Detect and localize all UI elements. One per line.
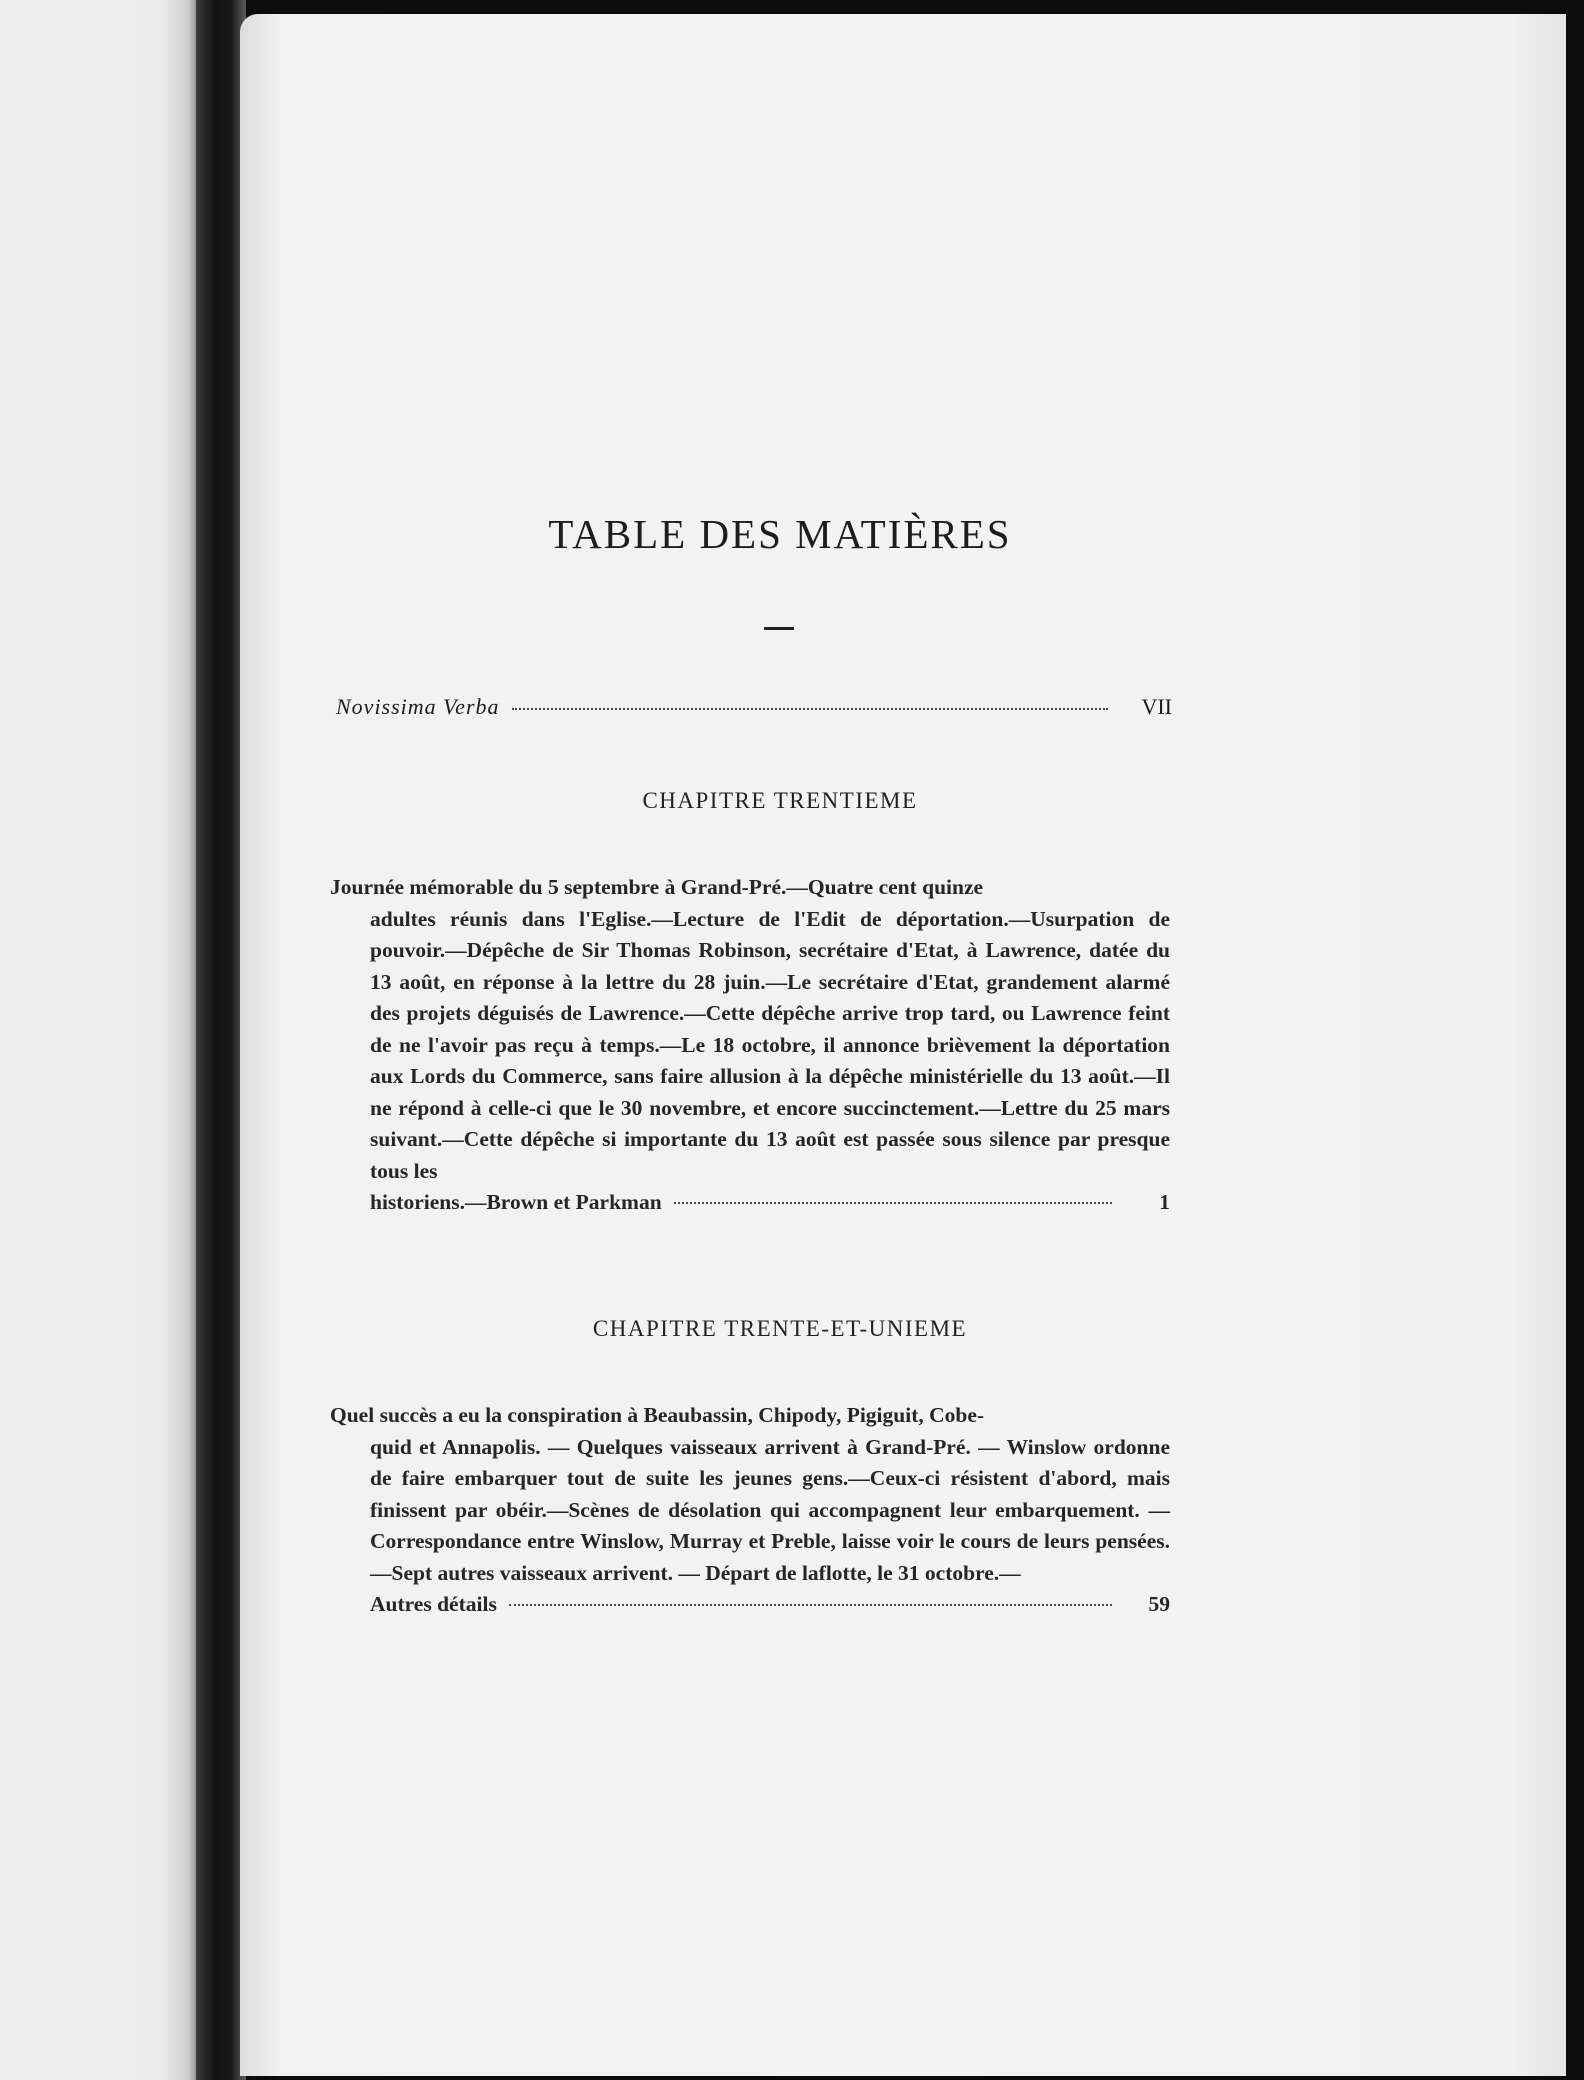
summary-text bbox=[330, 872, 1170, 1187]
chapter-heading-30: CHAPITRE TRENTIEME bbox=[642, 788, 918, 813]
page-title: TABLE DES MATIÈRES bbox=[548, 511, 1012, 557]
title-rule bbox=[764, 627, 794, 630]
summary-last-line bbox=[330, 1187, 1170, 1219]
summary-body: quid et Annapolis. — Quelques vaisseaux arrivent à Grand-Pré. — Winslow ordonne de faire embarquer tout de suite les jeunes gens.—Ceux-ci résistent d'abord, mais finissent par obéir.—Scènes de désolation qui accompagnent leur embarquement. — Correspondance entre Winslow, Murray et Preble, laisse voir le cours de leurs pensées.—Sept autres vaisseaux arrivent. — Départ de laflotte, le 31 octobre.— bbox=[370, 1434, 1170, 1585]
dot-leader bbox=[512, 708, 1109, 710]
toc-entry-page: VII bbox=[1141, 694, 1172, 719]
previous-page-edge bbox=[0, 0, 200, 2080]
dot-leader bbox=[509, 1604, 1112, 1606]
summary-first-line: Journée mémorable du 5 septembre à Grand-Pré.—Quatre cent quinze bbox=[330, 875, 984, 899]
scan-border bbox=[1566, 0, 1584, 2080]
toc-entry-page: 1 bbox=[1159, 1190, 1170, 1214]
summary-text bbox=[330, 1400, 1170, 1589]
chapter-summary-30[interactable] bbox=[330, 872, 1170, 1219]
toc-entry-page: 59 bbox=[1148, 1592, 1170, 1616]
chapter-summary-31[interactable] bbox=[330, 1400, 1170, 1621]
book-gutter bbox=[196, 0, 246, 2080]
summary-last-text: historiens.—Brown et Parkman bbox=[370, 1190, 662, 1214]
summary-body: adultes réunis dans l'Eglise.—Lecture de l'Edit de déportation.—Usurpation de pouvoir.—Dépêche de Sir Thomas Robinson, secrétaire d'Etat, à Lawrence, datée du 13 août, en réponse à la lettre du 28 juin.—Le secrétaire d'Etat, grandement alarmé des projets déguisés de Lawrence.—Cette dépêche arrive trop tard, ou Lawrence feint de ne l'avoir pas reçu à temps.—Le 18 octobre, il annonce brièvement la déportation aux Lords du Commerce, sans faire allusion à la dépêche ministérielle du 13 août.—Il ne répond à celle-ci que le 30 novembre, et encore succinctement.—Lettre du 25 mars suivant.—Cette dépêche si importante du 13 août est passée sous silence par presque tous les bbox=[370, 906, 1170, 1183]
toc-entry-preface[interactable] bbox=[336, 694, 1172, 720]
chapter-heading-31: CHAPITRE TRENTE-ET-UNIEME bbox=[592, 1316, 968, 1341]
summary-last-text: Autres détails bbox=[370, 1592, 497, 1616]
summary-first-line: Quel succès a eu la conspiration à Beaubassin, Chipody, Pigiguit, Cobe- bbox=[330, 1403, 985, 1427]
toc-entry-label: Novissima Verba bbox=[336, 694, 500, 719]
summary-last-line bbox=[330, 1589, 1170, 1621]
dot-leader bbox=[674, 1202, 1112, 1204]
